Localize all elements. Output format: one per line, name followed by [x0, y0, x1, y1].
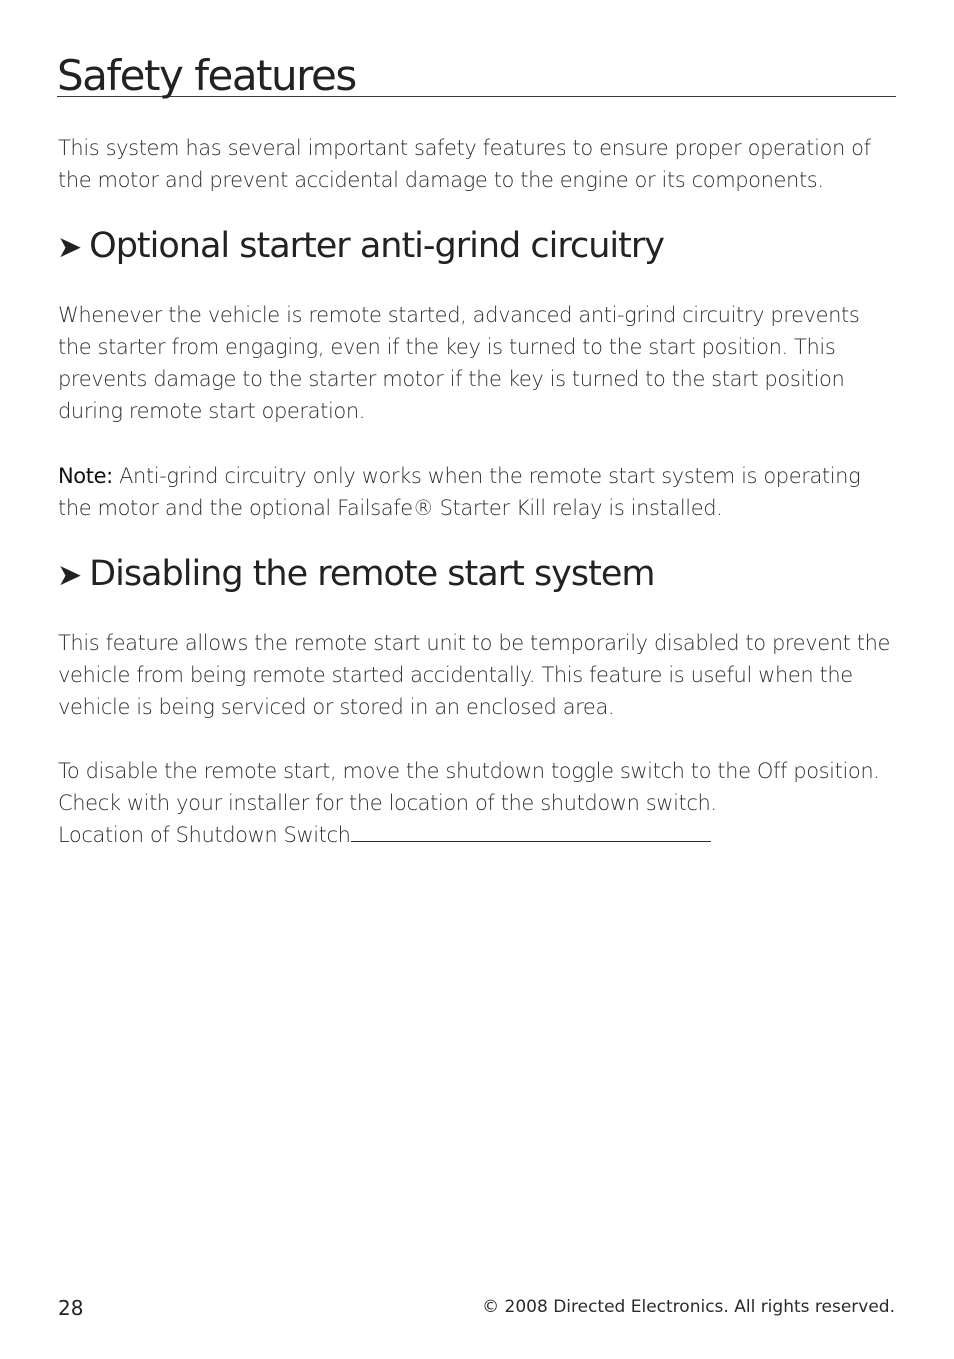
page-title: Safety features: [57, 51, 356, 100]
arrow-bullet-icon: ➤: [57, 230, 82, 265]
disabling-instructions: [58, 755, 898, 851]
location-label: Location of Shutdown Switch: [58, 823, 351, 847]
section-heading-text: Disabling the remote start system: [89, 554, 655, 594]
copyright-notice: © 2008 Directed Electronics. All rights reserved.: [482, 1297, 895, 1317]
instructions-text: To disable the remote start, move the shutdown toggle switch to the Off position. Check with your installer for the location of the shutdown switch.: [58, 759, 880, 815]
location-blank-line: [351, 819, 711, 842]
section-heading-text: Optional starter anti-grind circuitry: [89, 226, 664, 266]
arrow-bullet-icon: ➤: [57, 558, 82, 593]
intro-paragraph: This system has several important safety features to ensure proper operation of the motor and prevent accidental damage to the engine or its components.: [58, 136, 871, 192]
disabling-paragraph: This feature allows the remote start unit to be temporarily disabled to prevent the vehicle from being remote started accidentally. This feature is useful when the vehicle is being serviced or stored in an enclosed area.: [58, 631, 891, 719]
anti-grind-paragraph: Whenever the vehicle is remote started, advanced anti-grind circuitry prevents the starter from engaging, even if the key is turned to the start position. This prevents damage to the starter motor if the key is turned to the start position during remote start operation.: [58, 303, 860, 423]
anti-grind-note: [58, 460, 898, 524]
page-number: 28: [58, 1296, 84, 1320]
note-label: Note:: [58, 464, 113, 488]
note-text: Anti-grind circuitry only works when the remote start system is operating the motor and the optional Failsafe® Starter Kill relay is installed.: [58, 464, 861, 520]
section-heading-disabling: [57, 553, 654, 597]
page-title-rule: [57, 48, 896, 100]
section-heading-anti-grind: [57, 225, 664, 269]
